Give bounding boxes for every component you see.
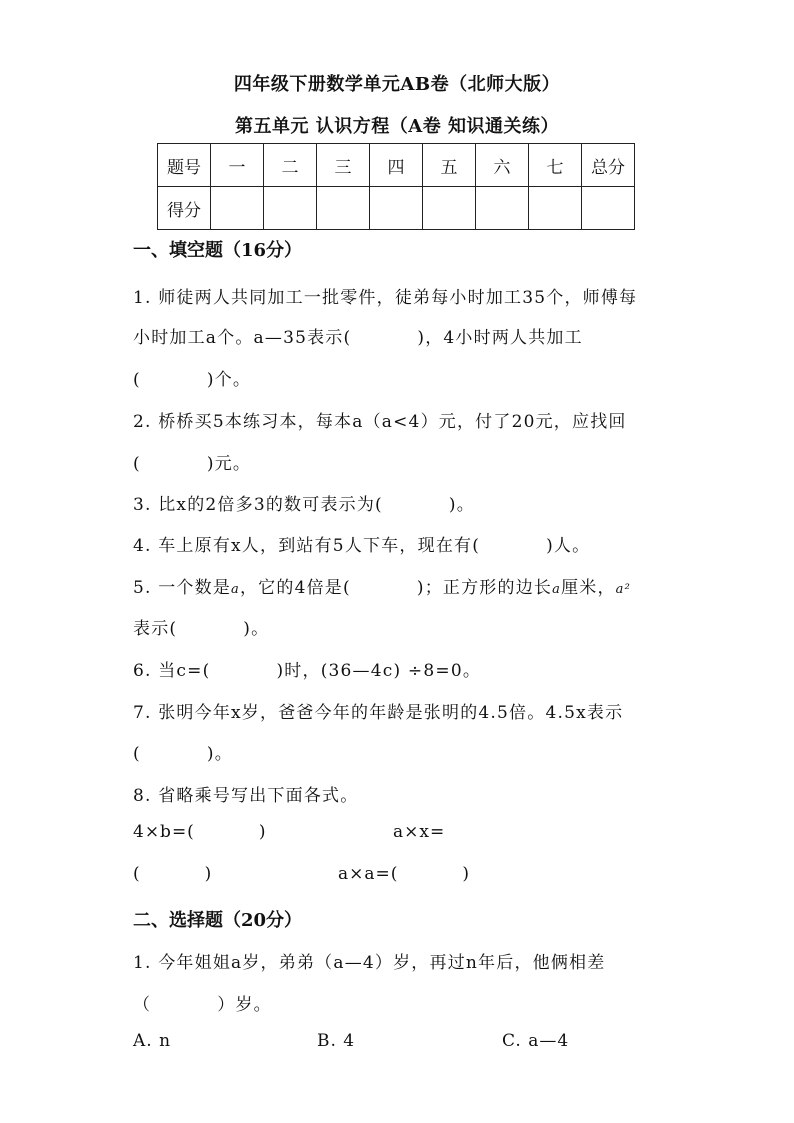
question-line: （ ）岁。 (133, 995, 272, 1015)
question-line: 7. 张明今年x岁，爸爸今年的年龄是张明的4.5倍。4.5x表示 (133, 703, 624, 723)
math-a-squared: a² (615, 582, 632, 597)
score-header-cell: 六 (476, 144, 529, 187)
score-header-cell: 四 (370, 144, 423, 187)
score-header-cell: 一 (211, 144, 264, 187)
question-line: 8. 省略乘号写出下面各式。 (133, 786, 359, 806)
expression-blank: ( ) (133, 864, 213, 884)
score-header-cell: 七 (529, 144, 582, 187)
question-line: 3. 比x的2倍多3的数可表示为( )。 (133, 495, 475, 515)
score-blank-cell[interactable] (317, 187, 370, 230)
score-blank-cell[interactable] (423, 187, 476, 230)
score-blank-cell[interactable] (476, 187, 529, 230)
score-blank-cell[interactable] (211, 187, 264, 230)
score-header-cell: 题号 (158, 144, 211, 187)
expression-blank: 4×b=( ) (133, 822, 267, 842)
section-2-heading: 二、选择题（20分） (133, 910, 303, 931)
question-line: 6. 当c=( )时，(36—4c) ÷8=0。 (133, 661, 482, 681)
score-table (157, 143, 635, 230)
question-line: 表示( )。 (133, 619, 270, 639)
section-1-heading: 一、填空题（16分） (133, 240, 303, 261)
math-variable-a: a (231, 582, 240, 597)
question-line: 4. 车上原有x人，到站有5人下车，现在有( )人。 (133, 536, 591, 556)
score-table-header-row (158, 144, 635, 187)
choice-option-b[interactable]: B. 4 (317, 1031, 356, 1051)
question-line: ( )。 (133, 744, 233, 764)
question-5-part1: 5. 一个数是 (133, 578, 232, 598)
score-blank-cell[interactable] (264, 187, 317, 230)
question-line: 1. 今年姐姐a岁，弟弟（a—4）岁，再过n年后，他俩相差 (133, 953, 606, 973)
score-header-cell: 总分 (582, 144, 635, 187)
score-header-cell: 三 (317, 144, 370, 187)
question-line: ( )个。 (133, 370, 252, 390)
expression-blank: a×x= (393, 822, 446, 842)
worksheet-title: 四年级下册数学单元AB卷（北师大版） (233, 74, 561, 95)
question-line: 1. 师徒两人共同加工一批零件，徒弟每小时加工35个，师傅每 (133, 288, 638, 308)
unit-subtitle: 第五单元 认识方程（A卷 知识通关练） (235, 116, 559, 137)
score-blank-cell[interactable] (582, 187, 635, 230)
choice-option-c[interactable]: C. a—4 (502, 1031, 570, 1051)
choice-option-a[interactable]: A. n (133, 1031, 172, 1051)
question-5-part3: 厘米， (561, 578, 616, 598)
score-blank-cell[interactable] (370, 187, 423, 230)
score-table-score-row (158, 187, 635, 230)
score-header-cell: 二 (264, 144, 317, 187)
question-5-part2: ，它的4倍是( )；正方形的边长 (239, 578, 553, 598)
expression-blank: a×a=( ) (338, 864, 471, 884)
math-variable-a: a (552, 582, 562, 597)
question-line: 小时加工a个。a—35表示( )，4小时两人共加工 (133, 328, 583, 348)
score-blank-cell[interactable] (529, 187, 582, 230)
score-header-cell: 五 (423, 144, 476, 187)
score-row-label: 得分 (158, 187, 211, 230)
question-line: ( )元。 (133, 454, 252, 474)
question-line (133, 573, 631, 598)
question-line: 2. 桥桥买5本练习本，每本a（a<4）元，付了20元，应找回 (133, 412, 627, 432)
